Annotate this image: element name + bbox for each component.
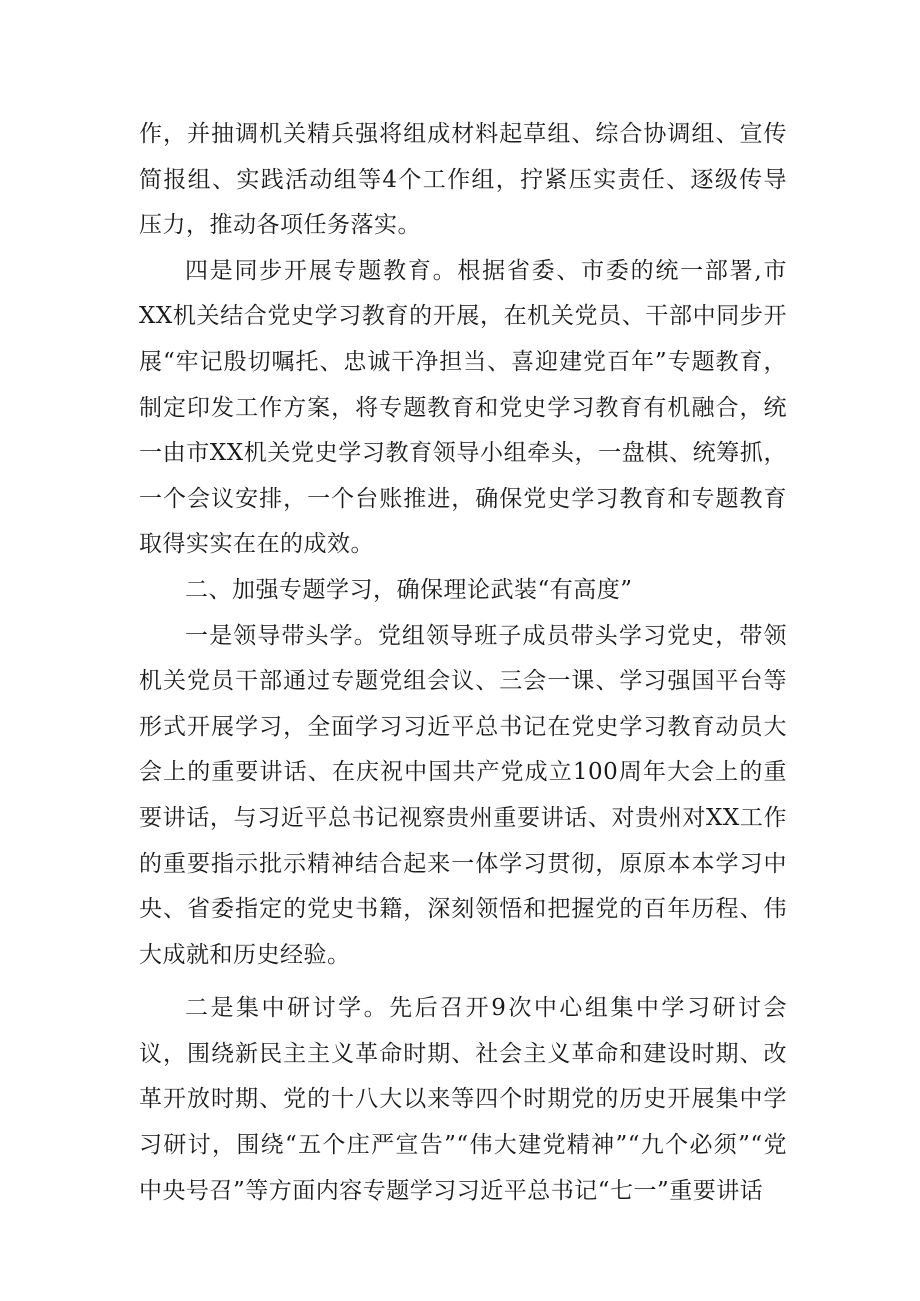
paragraph-continued: 作，并抽调机关精兵强将组成材料起草组、综合协调组、宣传简报组、实践活动组等4个工作组，拧紧压实责任、逐级传导压力，推动各项任务落实。 [139, 121, 787, 239]
section-two-heading: 二、加强专题学习，确保理论武装“有高度” [185, 576, 633, 603]
paragraph-point-two: 二是集中研讨学。先后召开9次中心组集中学习研讨会议，围绕新民主主义革命时期、社会主义革命和建设时期、改革开放时期、党的十八大以来等四个时期党的历史开展集中学习研讨，围绕“五个庄严宣告”“伟大建党精神”“九个必须”“党中央号召”等方面内容专题学习习近平总书记“七一”重要讲话 [139, 995, 787, 1204]
paragraph-point-one: 一是领导带头学。党组领导班子成员带头学习党史，带领机关党员干部通过专题党组会议、三会一课、学习强国平台等形式开展学习，全面学习习近平总书记在党史学习教育动员大会上的重要讲话、在庆祝中国共产党成立100周年大会上的重要讲话，与习近平总书记视察贵州重要讲话、对贵州对XX工作的重要指示批示精神结合起来一体学习贯彻，原原本本学习中央、省委指定的党史书籍，深刻领悟和把握党的百年历程、伟大成就和历史经验。 [139, 622, 787, 968]
paragraph-point-four: 四是同步开展专题教育。根据省委、市委的统一部署,市XX机关结合党史学习教育的开展，在机关党员、干部中同步开展“牢记殷切嘱托、忠诚干净担当、喜迎建党百年”专题教育，制定印发工作方案，将专题教育和党史学习教育有机融合，统一由市XX机关党史学习教育领导小组牵头，一盘棋、统筹抓，一个会议安排，一个台账推进，确保党史学习教育和专题教育取得实实在在的成效。 [139, 257, 787, 558]
document-body [139, 112, 787, 1214]
